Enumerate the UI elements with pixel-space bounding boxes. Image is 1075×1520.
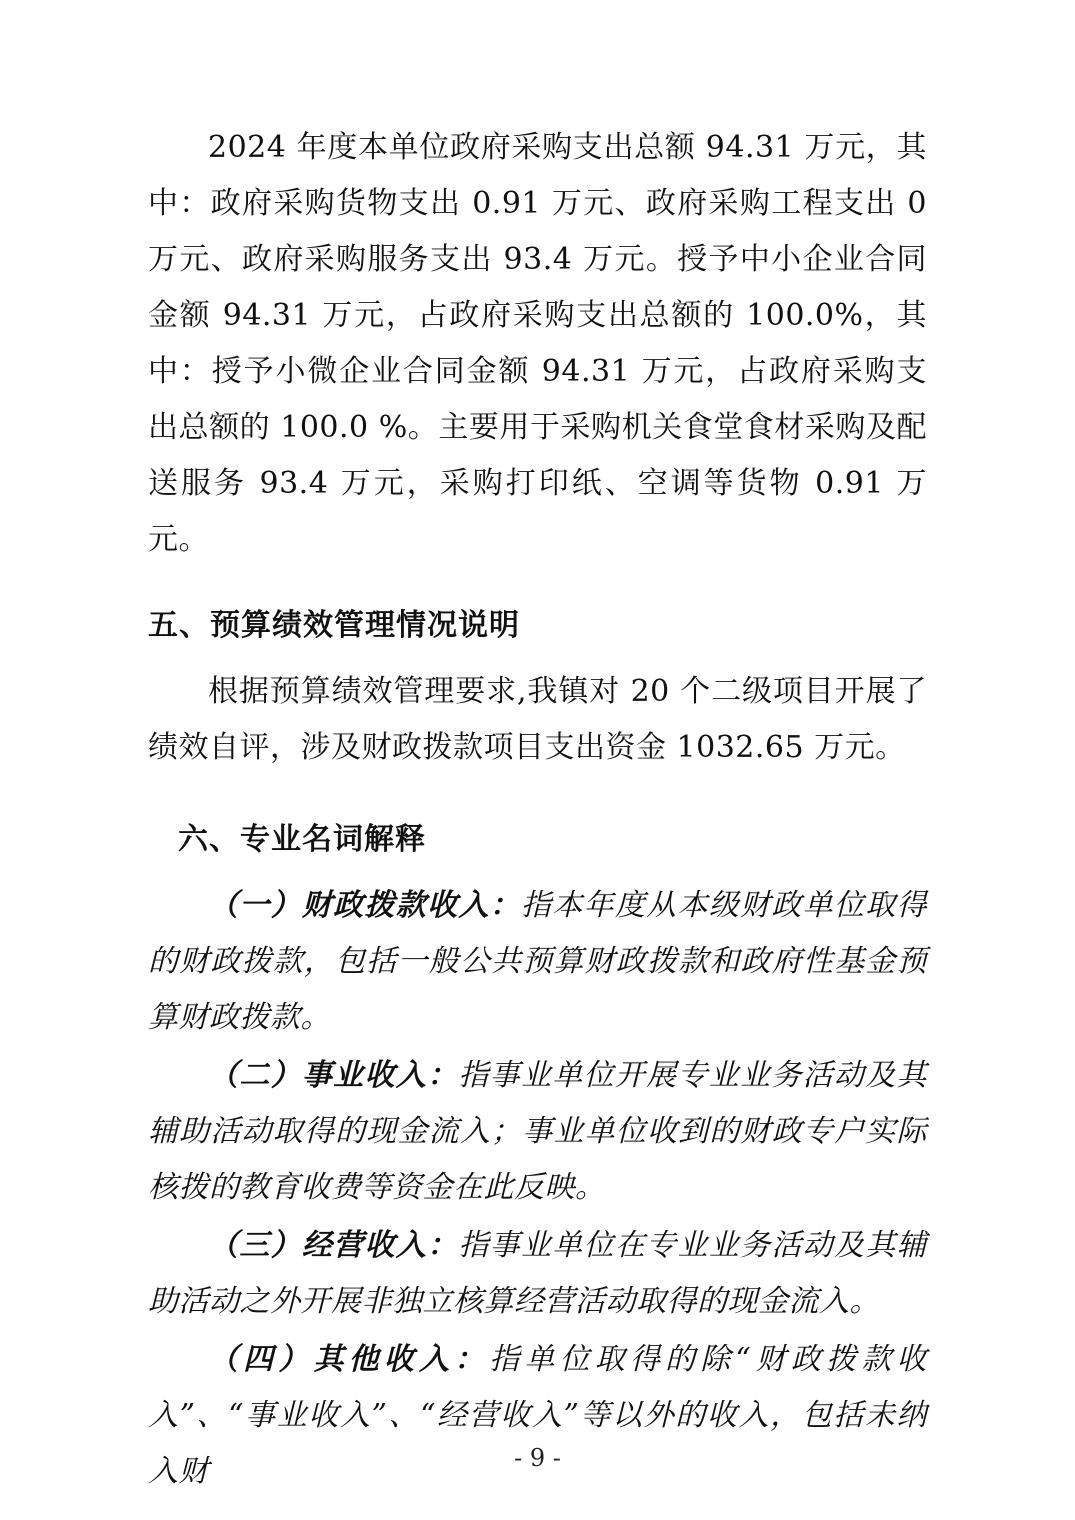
heading-section-five: 五、预算绩效管理情况说明	[148, 608, 520, 643]
page-number: - 9 -	[514, 1444, 561, 1472]
term-text: 指本年度从本级财政单位取得的财政拨款，包括一般公共预算财政拨款和政府性基金预算财政拨款。	[148, 888, 928, 1035]
spacer	[148, 570, 927, 580]
spacer	[148, 778, 927, 794]
term-item	[148, 1048, 927, 1216]
term-item	[148, 1332, 927, 1500]
term-item	[148, 878, 927, 1046]
term-text: 指事业单位在专业业务活动及其辅助活动之外开展非独立核算经营活动取得的现金流入。	[148, 1228, 928, 1319]
term-item	[148, 1218, 927, 1330]
term-label: （二）事业收入：	[208, 1058, 459, 1093]
term-label: （三）经营收入：	[208, 1228, 459, 1263]
paragraph-procurement: 2024 年度本单位政府采购支出总额 94.31 万元，其中：政府采购货物支出 0.91 万元、政府采购工程支出 0 万元、政府采购服务支出 93.4 万元。授予中小企业合同金额 94.31 万元，占政府采购支出总额的 100.0%，其中：授予小微企业合同金额 94.31 万元，占政府采购支出总额的 100.0 %。主要用于采购机关食堂食材采购及配送服务 93.4 万元，采购打印纸、空调等货物 0.91 万元。	[148, 130, 927, 557]
term-text: 指单位取得的除“财政拨款收入”、“事业收入”、“经营收入”等以外的收入，包括未纳入财	[148, 1342, 927, 1489]
term-label: （四）其他收入：	[208, 1342, 490, 1377]
paragraph-performance: 根据预算绩效管理要求,我镇对 20 个二级项目开展了绩效自评，涉及财政拨款项目支出资金 1032.65 万元。	[148, 674, 927, 765]
term-label: （一）财政拨款收入：	[208, 888, 521, 923]
heading-section-six: 六、专业名词解释	[178, 822, 426, 857]
term-text: 指事业单位开展专业业务活动及其辅助活动取得的现金流入；事业单位收到的财政专户实际核拨的教育收费等资金在此反映。	[148, 1058, 928, 1205]
